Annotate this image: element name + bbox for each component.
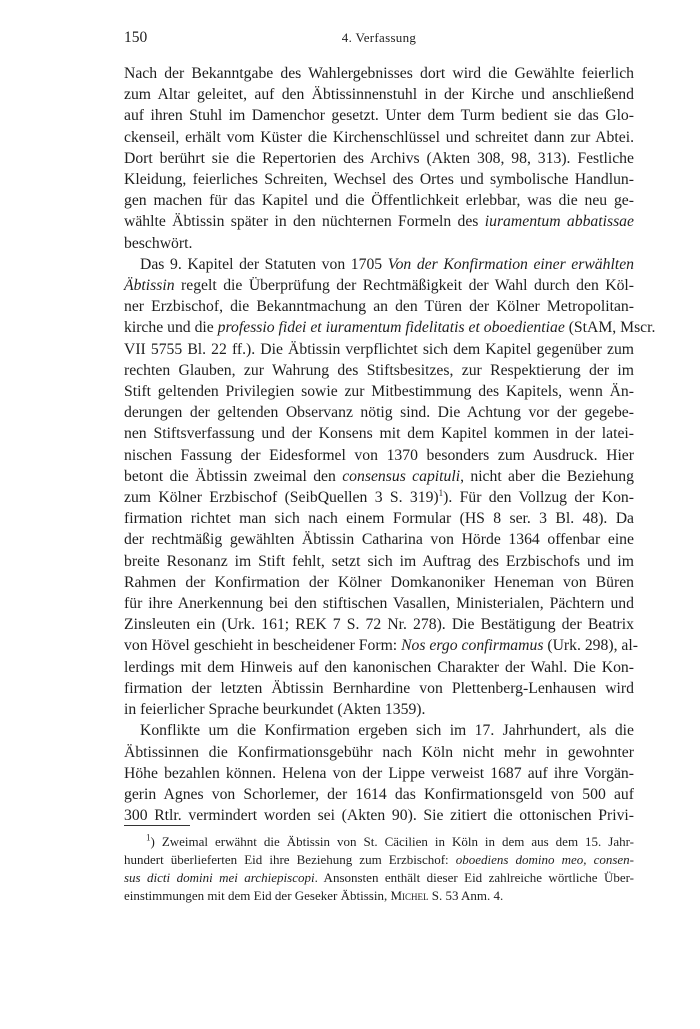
latin-quote: oboediens domino meo, consen- <box>455 852 634 867</box>
text-line: Stift geltenden Privilegien sowie zur Mitbestimmung des Kapitels, wenn Än- <box>124 383 634 401</box>
running-header <box>124 29 634 51</box>
latin-term: consensus capituli <box>342 467 461 485</box>
text-line: für ihre Anerkennung bei den stiftischen Vasallen, Ministerialen, Pächtern und <box>124 595 634 613</box>
footnote <box>124 833 634 905</box>
text-line: beschwört. <box>124 234 193 252</box>
statute-title: Äbtissin <box>124 277 175 295</box>
text-line: nischen Fassung der Eidesformel von 1370 besonders zum Ausdruck. Hier <box>124 446 634 464</box>
text-line: Das 9. Kapitel der Statuten von 1705 Von der Konfirmation einer erwählten <box>140 255 635 273</box>
text-line: Äbtissin regelt die Überprüfung der Rechtmäßigkeit der Wahl durch den Köl- <box>124 277 634 295</box>
text-line: auf ihren Stuhl im Damenchor gesetzt. Unter dem Turm bedient sie das Glo- <box>124 107 634 125</box>
latin-term: iuramentum abbatissae <box>484 213 634 231</box>
text-line: Dort berührt sie die Repertorien des Archivs (Akten 308, 98, 313). Festliche <box>124 149 634 167</box>
text-line: der rechtmäßig gewählten Äbtissin Catharina von Hörde 1364 offenbar eine <box>124 531 634 549</box>
text-line: 300 Rtlr. vermindert worden sei (Akten 90). Sie zitiert die ottonischen Privi- <box>124 807 634 825</box>
text-line: ckenseil, erhält vom Küster die Kirchenschlüssel und schreitet dann zur Abtei. <box>124 128 634 146</box>
text-line: Kleidung, feierliches Schreiten, Wechsel des Ortes und symbolische Handlun- <box>124 171 634 189</box>
footnote-line: sus dicti domini mei archiepiscopi. Ansonsten enthält dieser Eid zahlreiche wörtliche Über- <box>124 870 634 885</box>
text-line: in feierlicher Sprache beurkundet (Akten 1359). <box>124 701 426 719</box>
text-line: wählte Äbtissin später in den nüchternen Formeln des iuramentum abbatissae <box>124 213 634 231</box>
text-line: nen Stiftsverfassung und der Konsens mit dem Kapitel kommen in der latei- <box>124 425 634 443</box>
page-number: 150 <box>124 29 148 46</box>
text-line: ner Erzbischof, die Bekanntmachung an den Türen der Kölner Metropolitan- <box>124 298 634 316</box>
text-line: von Hövel geschieht in bescheidener Form: Nos ergo confirmamus (Urk. 298), al- <box>124 637 638 655</box>
latin-term: professio fidei et iuramentum fidelitatis et oboedientiae <box>217 319 565 337</box>
text-line: Konflikte um die Konfirmation ergeben sich im 17. Jahrhundert, als die <box>140 722 634 740</box>
text-line: lerdings mit dem Hinweis auf den kanonischen Charakter der Wahl. Die Kon- <box>124 658 634 676</box>
footnote-line: hundert überlieferten Eid ihre Beziehung zum Erzbischof: oboediens domino meo, consen- <box>124 852 634 867</box>
footnote-marker: 1 <box>146 832 151 843</box>
text-line: Höhe bezahlen können. Helena von der Lippe verweist 1687 auf ihre Vorgän- <box>124 764 634 782</box>
text-line: Zinsleuten ein (Urk. 161; REK 7 S. 72 Nr. 278). Die Bestätigung der Beatrix <box>124 616 634 634</box>
text-line: Äbtissinnen die Konfirmationsgebühr nach Köln nicht mehr in gewohnter <box>124 743 634 761</box>
text-line: gen machen für das Kapitel und die Öffentlichkeit erlebbar, was die neu ge- <box>124 192 634 210</box>
chapter-title: 4. Verfassung <box>341 30 417 45</box>
footnote-line: $^1$) Zweimal erwähnt die Äbtissin von St. Cäcilien in Köln in dem aus dem 15. Jahr- <box>146 832 634 849</box>
text-line: derungen der geltenden Observanz nötig sind. Die Achtung vor der gegebe- <box>124 404 634 422</box>
text-line: zum Altar geleitet, auf den Äbtissinnenstuhl in der Kirche und anschließend <box>124 86 634 104</box>
author-name: Michel <box>390 888 429 903</box>
latin-term: Nos ergo confirmamus <box>401 637 544 655</box>
footnote-reference: 1 <box>438 487 444 498</box>
text-line: breite Resonanz im Stift fehlt, setzt sich im Auftrag des Erzbischofs und im <box>124 552 634 570</box>
footnote-line: einstimmungen mit dem Eid der Geseker Äbtissin, Michel S. 53 Anm. 4. <box>124 888 504 903</box>
text-line: rechten Glauben, zur Wahrung des Stiftsbesitzes, zur Respektierung der im <box>124 361 634 379</box>
text-line: gerin Agnes von Schorlemer, der 1614 das Konfirmationsgeld von 500 auf <box>124 785 634 803</box>
latin-quote: sus dicti domini mei archiepiscopi <box>124 870 315 885</box>
statute-title: Von der Konfirmation einer erwählten <box>387 255 635 273</box>
text-line: Rahmen der Konfirmation der Kölner Domkanoniker Heneman von Büren <box>124 573 634 591</box>
body-text <box>124 63 656 826</box>
text-line: Nach der Bekanntgabe des Wahlergebnisses dort wird die Gewählte feierlich <box>124 65 634 82</box>
text-line: zum Kölner Erzbischof (SeibQuellen 3 S. 319)$^1$). Für den Vollzug der Kon- <box>124 487 635 507</box>
footnote-divider <box>124 825 190 826</box>
text-line: VII 5755 Bl. 22 ff.). Die Äbtissin verpflichtet sich dem Kapitel gegenüber zum <box>124 340 634 358</box>
text-line: betont die Äbtissin zweimal den consensus capituli, nicht aber die Beziehung <box>124 467 634 485</box>
text-line: firmation der letzten Äbtissin Bernhardine von Plettenberg-Lenhausen wird <box>124 679 634 697</box>
text-line: firmation richtet man sich nach einem Formular (HS 8 ser. 3 Bl. 48). Da <box>124 510 634 528</box>
text-line: kirche und die professio fidei et iuramentum fidelitatis et oboedientiae (StAM, Mscr. <box>124 319 656 337</box>
